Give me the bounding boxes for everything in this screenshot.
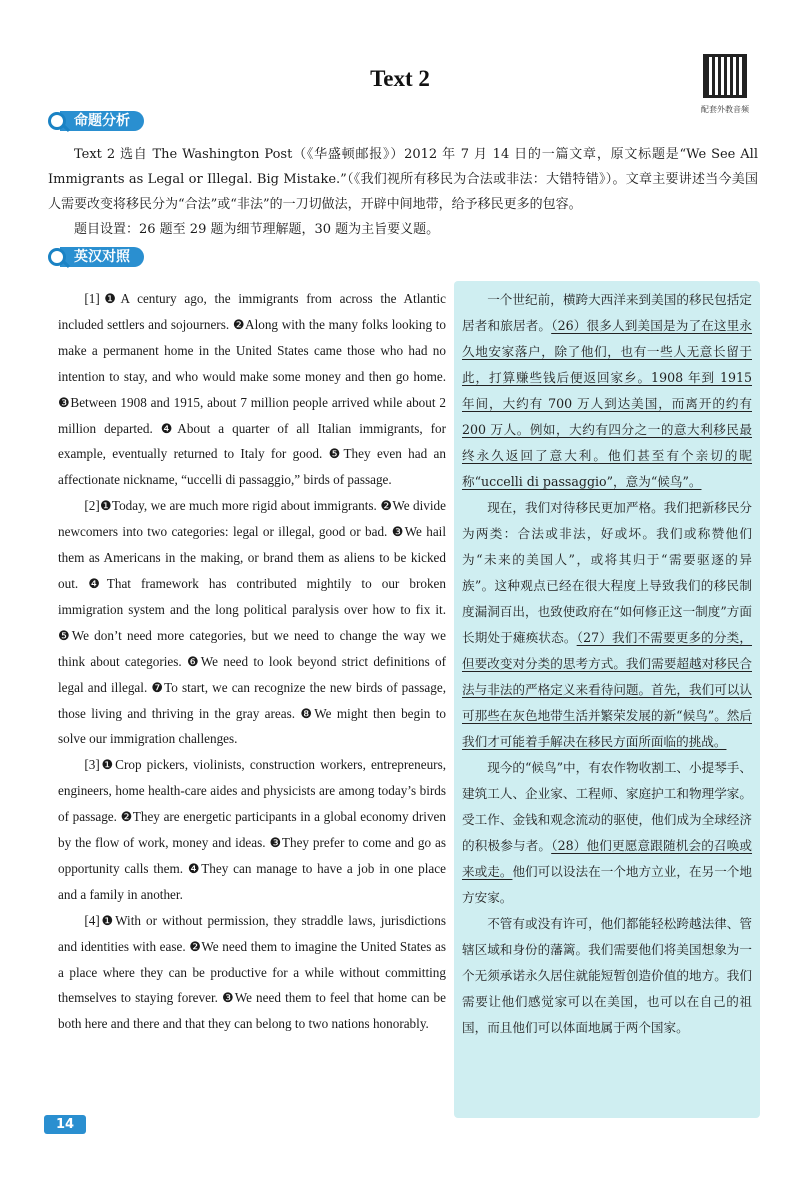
- chinese-text-column: [462, 287, 752, 1041]
- analysis-question-setting: 题目设置：26 题至 29 题为细节理解题，30 题为主旨要义题。: [74, 222, 440, 237]
- section-label-bilingual: 英汉对照: [60, 247, 144, 267]
- section-tag-bilingual: [48, 247, 144, 267]
- chinese-text: 他们可以设法在一个地方立业，在另一个地方安家。: [462, 864, 752, 905]
- chinese-paragraph-1: [462, 287, 752, 495]
- chinese-paragraph-2: [462, 495, 752, 755]
- qr-caption: 配套外教音频: [701, 105, 749, 114]
- magnifier-icon: [48, 112, 66, 130]
- english-text-column: [58, 286, 446, 1037]
- magnifier-icon: [48, 248, 66, 266]
- page-title: Text 2: [370, 66, 430, 91]
- chinese-text: 现今的“候鸟”中，有农作物收割工、小提琴手、建筑工人、企业家、工程师、家庭护工和物理学家。受工作、金钱和观念流动的驱使，他们成为全球经济的积极参与者。: [462, 760, 752, 853]
- chinese-paragraph-3: [462, 755, 752, 911]
- page-number: 14: [44, 1115, 86, 1134]
- answer-underline-28: （28）他们更愿意跟随机会的召唤或来或走。: [462, 838, 753, 879]
- section-label-analysis: 命题分析: [60, 111, 144, 131]
- chinese-text: 现在，我们对待移民更加严格。我们把新移民分为两类：合法或非法，好或坏。我们或称赞他们为“未来的美国人”，或将其归于“需要驱逐的异族”。这种观点已经在很大程度上导致我们的移民制度漏洞百出，也致使政府在“如何修正这一制度”方面长期处于瘫痪状态。: [462, 500, 752, 645]
- analysis-paragraph: Text 2 选自 The Washington Post（《华盛顿邮报》）2012 年 7 月 14 日的一篇文章，原文标题是“We See All Immigrants as Legal or Illegal. Big Mistake.”（《我们视所有移民为合法或非法：大错特错》）。文章主要讲述当今美国人需要改变将移民分为“合法”或“非法”的一刀切做法，开辟中间地带，给予移民更多的包容。: [48, 147, 758, 212]
- english-paragraph-1: [1]❶A century ago, the immigrants from across the Atlantic included settlers and sojourners. ❷Along with the many folks looking to make a permanent home in the United States came those who had no intention to stay, and who would make some money and then go home. ❸Between 1908 and 1915, about 7 million people arrived while about 2 million departed. ❹About a quarter of all Italian immigrants, for example, eventually returned to Italy for good. ❺They even had an affectionate nickname, “uccelli di passaggio,” birds of passage.: [58, 291, 446, 488]
- analysis-block: [48, 142, 758, 242]
- english-paragraph-4: [4]❶With or without permission, they straddle laws, jurisdictions and identities with ease. ❷We need them to imagine the United States as a place where they can be productive for a while without committing themselves to staying forever. ❸We need them to feel that home can be both here and there and that they can belong to two nations honorably.: [58, 912, 446, 1032]
- english-paragraph-3: [3]❶Crop pickers, violinists, construction workers, entrepreneurs, engineers, home health-care aides and physicists are among today’s birds of passage. ❷They are energetic participants in a global economy driven by the flow of work, money and ideas. ❸They prefer to come and go as opportunity calls them. ❹They can manage to have a job in one place and a family in another.: [58, 757, 446, 902]
- answer-underline-27: （27）我们不需要更多的分类，但要改变对分类的思考方式。我们需要超越对移民合法与非法的严格定义来看待问题。首先，我们可以认可那些在灰色地带生活并繁荣发展的新“候鸟”。然后我们才可能着手解决在移民方面所面临的挑战。: [462, 630, 752, 749]
- section-tag-analysis: [48, 111, 144, 131]
- answer-underline-26: （26）很多人到美国是为了在这里永久地安家落户，除了他们，也有一些人无意长留于此，打算赚些钱后便返回家乡。1908 年到 1915 年间，大约有 700 万人到达美国，而离开的约有 200 万人。例如，大约有四分之一的意大利移民最终永久返回了意大利。他们甚至有个亲切的昵称“uccelli di passaggio”，意为“候鸟”。: [462, 318, 753, 489]
- chinese-paragraph-4: 不管有或没有许可，他们都能轻松跨越法律、管辖区域和身份的藩篱。我们需要他们将美国想象为一个无须承诺永久居住就能短暂创造价值的地方。我们需要让他们感觉家可以在美国，也可以在自己的祖国，而且他们可以体面地属于两个国家。: [462, 916, 752, 1035]
- chinese-text: 一个世纪前，横跨大西洋来到美国的移民包括定居者和旅居者。: [462, 292, 752, 333]
- english-paragraph-2: [2]❶Today, we are much more rigid about immigrants. ❷We divide newcomers into two categories: legal or illegal, good or bad. ❸We hail them as Americans in the making, or brand them as aliens to be kicked out. ❹That framework has contributed mightily to our broken immigration system and the long political paralysis over how to fix it. ❺We don’t need more categories, but we need to change the way we think about categories. ❻We need to look beyond strict definitions of legal and illegal. ❼To start, we can recognize the new birds of passage, those living and thriving in the gray areas. ❽We might then begin to solve our immigration challenges.: [58, 498, 446, 747]
- qr-code-icon[interactable]: [703, 54, 747, 98]
